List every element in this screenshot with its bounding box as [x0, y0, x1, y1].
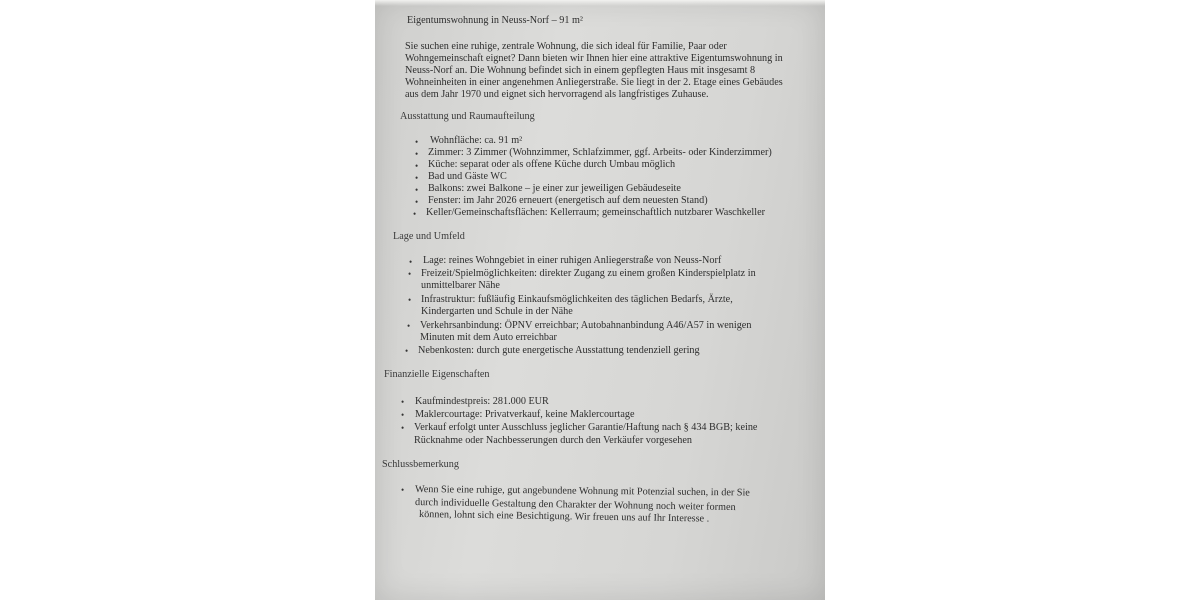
- list-item-continued: Kindergarten und Schule in der Nähe: [421, 306, 573, 317]
- intro-line: aus dem Jahr 1970 und eignet sich hervorragend als langfristiges Zuhause.: [405, 89, 709, 100]
- list-item: Küche: separat oder als offene Küche durch Umbau möglich: [428, 159, 676, 170]
- document-title: Eigentumswohnung in Neuss-Norf – 91 m²: [407, 15, 583, 26]
- list-item: Wohnfläche: ca. 91 m²: [430, 135, 523, 146]
- list-item-continued: Rücknahme oder Nachbesserungen durch den Verkäufer vorgesehen: [414, 435, 692, 446]
- list-item-continued: Minuten mit dem Auto erreichbar: [420, 332, 557, 343]
- bullet-icon: •: [409, 257, 413, 267]
- bullet-icon: •: [415, 149, 419, 159]
- list-item: Nebenkosten: durch gute energetische Ausstattung tendenziell gering: [418, 345, 700, 356]
- document-text: [375, 0, 825, 600]
- list-item-continued: können, lohnt sich eine Besichtigung. Wir freuen uns auf Ihr Interesse .: [418, 509, 710, 525]
- section-heading-lage: Lage und Umfeld: [393, 231, 465, 242]
- bullet-icon: •: [408, 295, 412, 305]
- intro-line: Sie suchen eine ruhige, zentrale Wohnung, die sich ideal für Familie, Paar oder: [405, 41, 727, 52]
- bullet-icon: •: [413, 209, 417, 219]
- bullet-icon: •: [401, 423, 405, 433]
- bullet-icon: •: [401, 397, 405, 407]
- bullet-icon: •: [407, 321, 411, 331]
- list-item: Maklercourtage: Privatverkauf, keine Maklercourtage: [415, 409, 635, 420]
- bullet-icon: •: [415, 161, 419, 171]
- bullet-icon: •: [415, 185, 419, 195]
- section-heading-ausstattung: Ausstattung und Raumaufteilung: [400, 111, 535, 122]
- list-item: Infrastruktur: fußläufig Einkaufsmöglichkeiten des täglichen Bedarfs, Ärzte,: [421, 294, 733, 305]
- section-heading-finanziell: Finanzielle Eigenschaften: [384, 369, 490, 380]
- list-item: Wenn Sie eine ruhige, gut angebundene Wohnung mit Potenzial suchen, in der Sie: [414, 484, 750, 499]
- list-item: Zimmer: 3 Zimmer (Wohnzimmer, Schlafzimmer, ggf. Arbeits- oder Kinderzimmer): [428, 147, 772, 158]
- list-item-continued: unmittelbarer Nähe: [421, 280, 500, 291]
- bullet-icon: •: [405, 346, 409, 356]
- list-item: Balkons: zwei Balkone – je einer zur jeweiligen Gebäudeseite: [428, 183, 681, 194]
- list-item: Fenster: im Jahr 2026 erneuert (energetisch auf dem neuesten Stand): [428, 195, 708, 206]
- list-item: Freizeit/Spielmöglichkeiten: direkter Zugang zu einem großen Kinderspielplatz in: [421, 268, 756, 279]
- section-heading-schluss: Schlussbemerkung: [382, 459, 459, 470]
- list-item: Lage: reines Wohngebiet in einer ruhigen Anliegerstraße von Neuss-Norf: [423, 255, 722, 266]
- list-item: Kaufmindestpreis: 281.000 EUR: [415, 396, 549, 407]
- intro-line: Wohneinheiten in einer angenehmen Anliegerstraße. Sie liegt in der 2. Etage eines Gebäudes: [405, 77, 783, 88]
- bullet-icon: •: [415, 137, 419, 147]
- bullet-icon: •: [401, 410, 405, 420]
- paper-sheet: [375, 0, 825, 600]
- list-item: Verkauf erfolgt unter Ausschluss jeglicher Garantie/Haftung nach § 434 BGB; keine: [414, 422, 758, 433]
- bullet-icon: •: [415, 197, 419, 207]
- bullet-icon: •: [415, 173, 419, 183]
- list-item: Verkehrsanbindung: ÖPNV erreichbar; Autobahnanbindung A46/A57 in wenigen: [420, 320, 752, 331]
- intro-line: Wohngemeinschaft eignet? Dann bieten wir Ihnen hier eine attraktive Eigentumswohnung in: [405, 53, 783, 64]
- list-item-continued: durch individuelle Gestaltung den Charakter der Wohnung noch weiter formen: [414, 497, 736, 514]
- bullet-icon: •: [401, 485, 405, 495]
- intro-line: Neuss-Norf an. Die Wohnung befindet sich in einem gepflegten Haus mit insgesamt 8: [405, 65, 756, 76]
- list-item: Keller/Gemeinschaftsflächen: Kellerraum; gemeinschaftlich nutzbarer Waschkeller: [426, 207, 765, 218]
- bullet-icon: •: [408, 269, 412, 279]
- list-item: Bad und Gäste WC: [428, 171, 507, 182]
